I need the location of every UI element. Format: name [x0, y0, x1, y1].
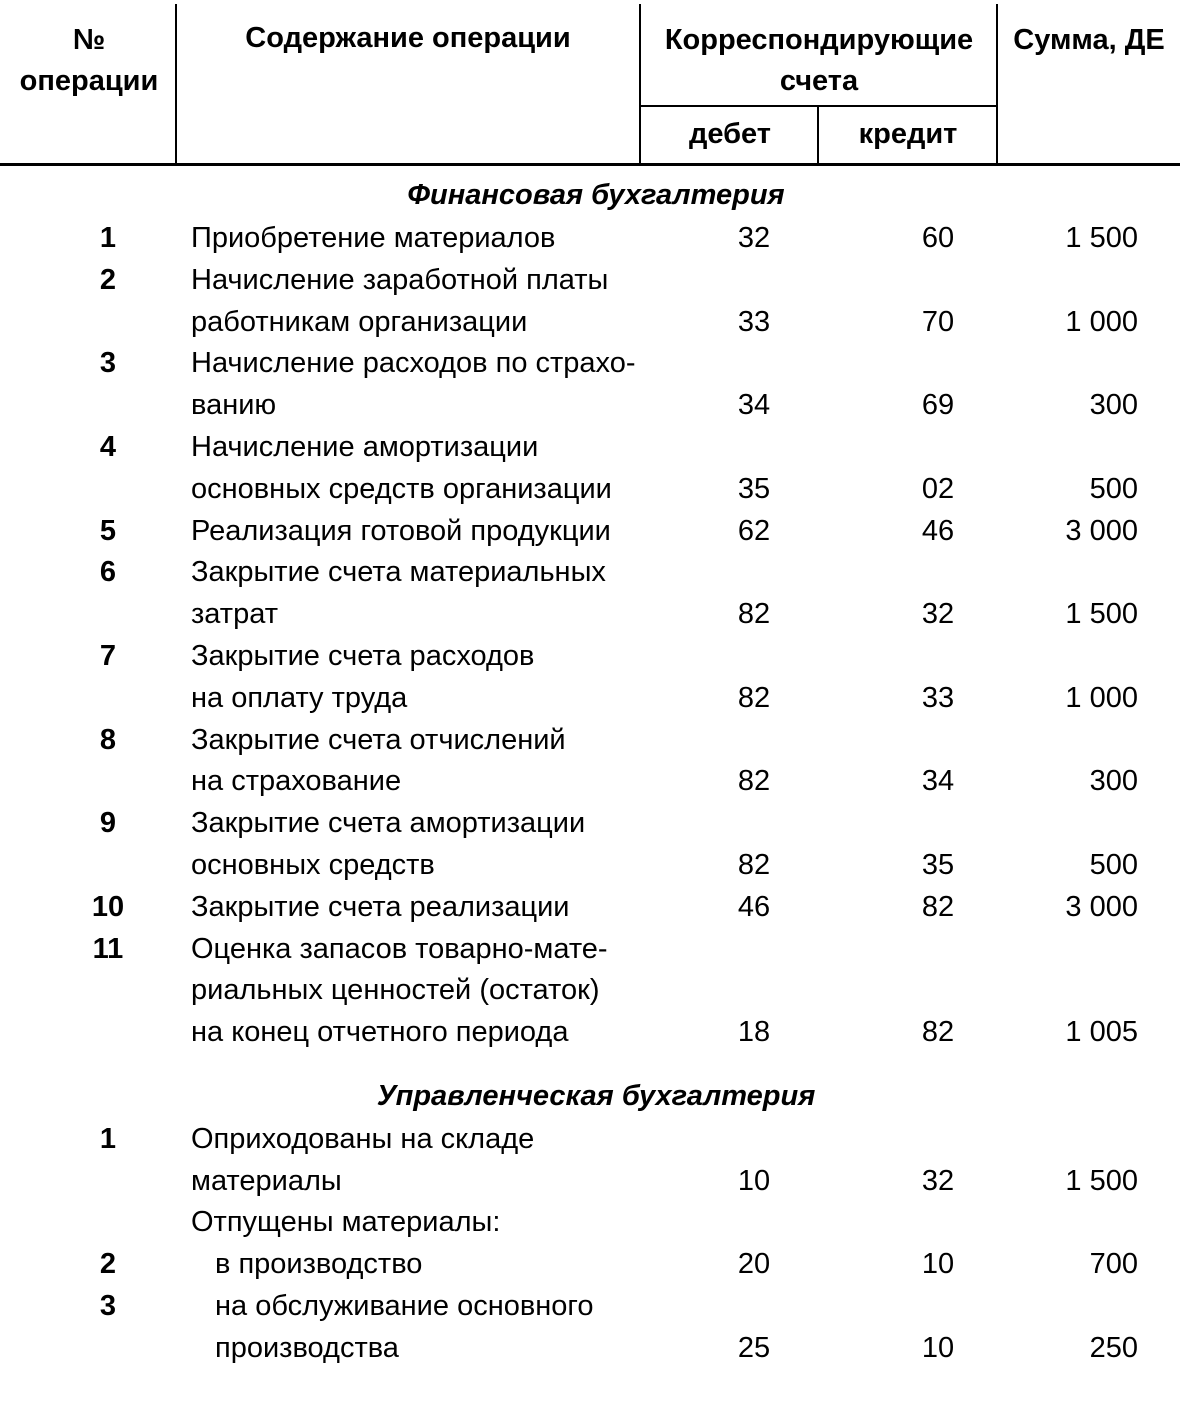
operation-sum: 500 [1089, 472, 1138, 505]
header-sum: Сумма, ДЕ [1013, 24, 1165, 56]
section-financial: Финансовая бухгалтерия [407, 179, 785, 211]
operation-description: Закрытие счета отчислений [191, 723, 566, 756]
operation-number: 2 [99, 263, 117, 296]
debit-account: 32 [737, 222, 771, 254]
debit-account: 82 [737, 681, 771, 714]
operation-description: ванию [191, 389, 277, 422]
operation-sum: 1 500 [1065, 1164, 1138, 1197]
operation-description: на оплату труда [191, 681, 408, 714]
debit-account: 82 [737, 598, 771, 631]
operation-sum: 1 500 [1065, 598, 1138, 631]
debit-account: 34 [737, 389, 771, 422]
credit-account: 82 [921, 1016, 955, 1049]
operation-description: основных средств [191, 849, 435, 881]
header-corresponding-line1: Корреспондирующие [664, 24, 974, 56]
operation-description: Приобретение материалов [191, 222, 556, 254]
debit-account: 62 [737, 514, 771, 547]
operation-description: риальных ценностей (остаток) [191, 974, 600, 1007]
credit-account: 35 [921, 849, 955, 881]
header-divider-4 [996, 4, 998, 164]
operation-number: 10 [91, 890, 125, 923]
debit-account: 82 [737, 849, 771, 881]
header-number-label: операции [19, 65, 159, 97]
operation-description: на конец отчетного периода [191, 1016, 569, 1049]
header-content: Содержание операции [245, 22, 571, 54]
operation-description: затрат [191, 598, 278, 631]
operation-sum: 300 [1089, 765, 1138, 798]
operation-sum: 1 000 [1065, 305, 1138, 338]
operation-number: 11 [92, 932, 124, 965]
header-credit: кредит [858, 118, 958, 150]
operation-number: 1 [99, 1123, 117, 1155]
operation-description: Закрытие счета материальных [191, 556, 606, 589]
credit-account: 46 [921, 514, 955, 547]
credit-account: 02 [921, 472, 955, 505]
credit-account: 69 [921, 389, 955, 422]
operation-sum: 3 000 [1065, 514, 1138, 547]
credit-account: 34 [921, 765, 955, 798]
operation-number: 9 [99, 807, 117, 840]
operation-number: 2 [99, 1248, 117, 1281]
operation-number: 6 [99, 556, 117, 589]
credit-account: 60 [921, 222, 955, 254]
credit-account: 10 [921, 1248, 955, 1281]
operation-description: Начисление расходов по страхо- [191, 347, 636, 380]
credit-account: 10 [921, 1331, 955, 1364]
operation-number: 1 [99, 222, 117, 254]
header-bottom-rule [0, 163, 1180, 166]
operation-sum: 300 [1089, 389, 1138, 422]
operation-description: Начисление заработной платы [191, 263, 609, 296]
operation-description: Оприходованы на складе [191, 1123, 535, 1155]
debit-account: 20 [737, 1248, 771, 1281]
operation-number: 8 [99, 723, 117, 756]
header-debit: дебет [688, 118, 771, 150]
operation-description: Закрытие счета расходов [191, 640, 535, 672]
header-number-sign: № [72, 24, 106, 56]
debit-account: 35 [737, 472, 771, 505]
credit-account: 70 [921, 305, 955, 338]
operation-description: Реализация готовой продукции [191, 514, 611, 547]
operation-description: основных средств организации [191, 472, 612, 505]
operation-description: производства [215, 1331, 399, 1364]
operation-description: в производство [215, 1248, 423, 1281]
header-number [4, 20, 174, 102]
debit-account: 46 [737, 890, 771, 923]
operation-sum: 250 [1089, 1331, 1138, 1364]
operation-number: 4 [99, 431, 117, 463]
operation-number: 3 [99, 347, 117, 380]
credit-account: 32 [921, 1164, 955, 1197]
section-management: Управленческая бухгалтерия [376, 1080, 816, 1112]
operation-description: работникам организации [191, 305, 528, 338]
operation-sum: 1 000 [1065, 681, 1138, 714]
operation-number: 3 [99, 1289, 117, 1322]
operation-description: Оценка запасов товарно-мате- [191, 932, 608, 965]
operation-description: на страхование [191, 765, 402, 798]
credit-account: 33 [921, 681, 955, 714]
header-corresponding-line2: счета [779, 65, 859, 97]
debit-account: 18 [737, 1016, 771, 1049]
header-corresponding [642, 20, 996, 102]
operation-sum: 700 [1089, 1248, 1138, 1281]
header-mid-rule [640, 105, 998, 107]
credit-account: 82 [921, 890, 955, 923]
operation-description: материалы [191, 1164, 342, 1197]
operation-sum: 500 [1089, 849, 1138, 881]
operation-description: Начисление амортизации [191, 431, 539, 463]
credit-account: 32 [921, 598, 955, 631]
header-divider-1 [175, 4, 177, 164]
operation-description: Закрытие счета амортизации [191, 807, 586, 840]
operation-sum: 1 500 [1065, 222, 1138, 254]
debit-account: 10 [737, 1164, 771, 1197]
operation-number: 7 [99, 640, 117, 672]
operation-sum: 3 000 [1065, 890, 1138, 923]
operation-sum: 1 005 [1065, 1016, 1138, 1049]
debit-account: 33 [737, 305, 771, 338]
operation-description: Закрытие счета реализации [191, 890, 570, 923]
debit-account: 82 [737, 765, 771, 798]
operation-description: Отпущены материалы: [191, 1206, 501, 1239]
operation-description: на обслуживание основного [215, 1289, 594, 1322]
debit-account: 25 [737, 1331, 771, 1364]
header-divider-3 [817, 105, 819, 164]
header-divider-2 [639, 4, 641, 164]
operation-number: 5 [99, 514, 117, 547]
